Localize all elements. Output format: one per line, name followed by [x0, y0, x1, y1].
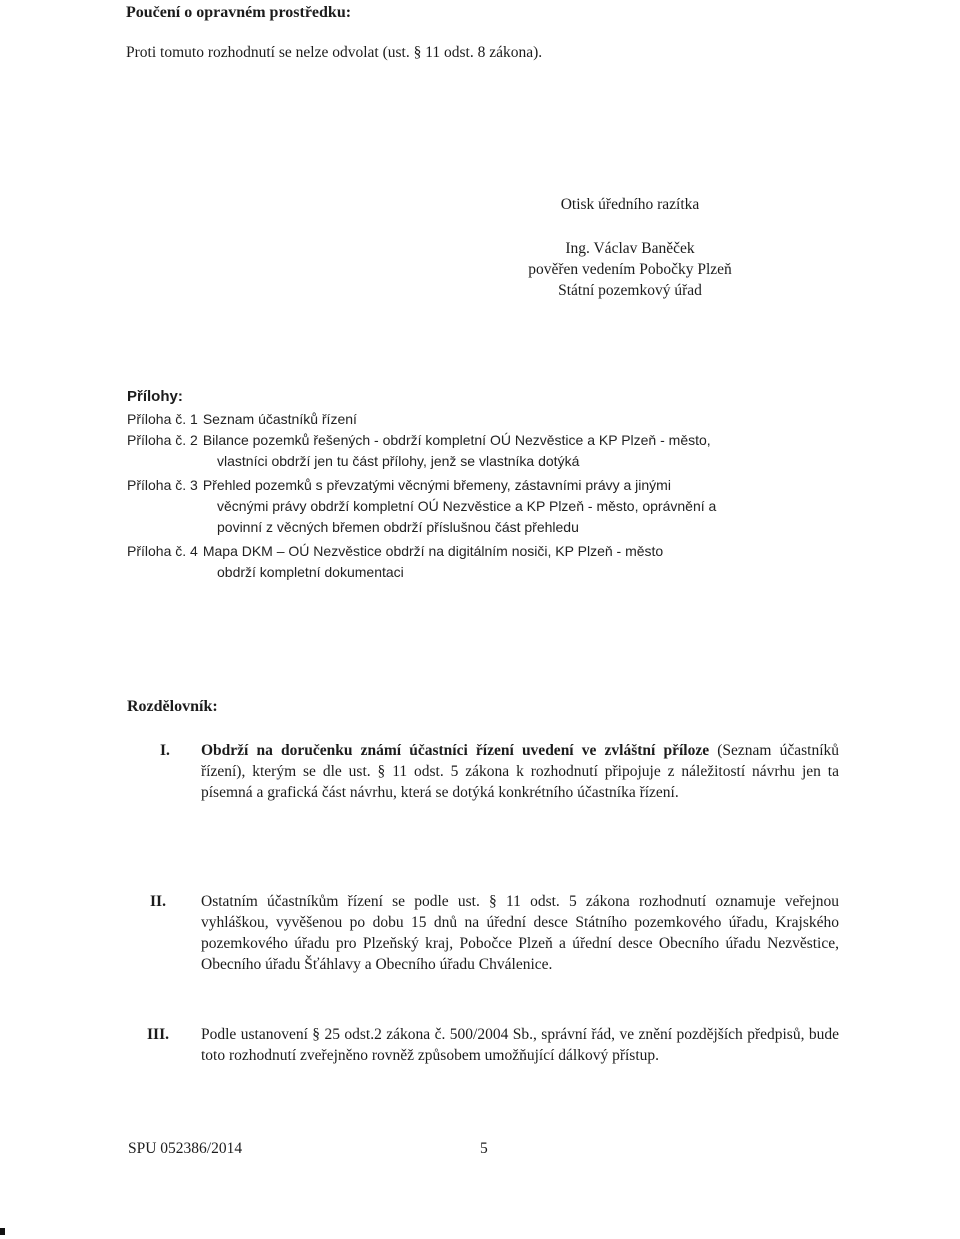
- signatory-role: pověřen vedením Pobočky Plzeň: [528, 261, 732, 278]
- attachment-line: Seznam účastníků řízení: [202, 411, 357, 427]
- attachment-line: Bilance pozemků řešených - obdrží kompletní OÚ Nezvěstice a KP Plzeň - město,: [202, 432, 711, 448]
- item-number: II.: [150, 893, 166, 910]
- appeal-text: Proti tomuto rozhodnutí se nelze odvolat (ust. § 11 odst. 8 zákona).: [126, 44, 543, 61]
- attachment-label: Příloha č. 3: [127, 477, 198, 493]
- item-number: III.: [147, 1026, 169, 1043]
- signatory-office: Státní pozemkový úřad: [558, 282, 702, 299]
- item-text: (Seznam účastníků řízení), kterým se dle ust. § 11 odst. 5 zákona k rozhodnutí připojuje z náležitostí návrhu jen ta písemná a grafická část návrhu, která se dotýká konkrétního účastníka řízení.: [201, 742, 840, 801]
- attachment-line: Mapa DKM – OÚ Nezvěstice obdrží na digitálním nosiči, KP Plzeň - město: [202, 543, 664, 559]
- item-text: Podle ustanovení § 25 odst.2 zákona č. 500/2004 Sb., správní řád, ve znění pozdějších předpisů, bude toto rozhodnutí zveřejněno rovněž způsobem umožňující dálkový přístup.: [201, 1026, 839, 1064]
- attachment-label: Příloha č. 4: [127, 543, 198, 559]
- distribution-item: [201, 1024, 839, 1066]
- attachment-label: Příloha č. 2: [127, 432, 198, 448]
- distribution-item: [201, 891, 839, 975]
- attachment-item: [127, 430, 847, 451]
- attachment-item: [127, 409, 847, 430]
- distribution-item: [201, 740, 839, 803]
- page-number: 5: [480, 1140, 488, 1157]
- attachments-list: [127, 409, 847, 583]
- attachment-item: [127, 475, 847, 496]
- attachments-heading: Přílohy:: [127, 388, 183, 405]
- item-number: I.: [160, 742, 170, 759]
- appeal-heading: Poučení o opravném prostředku:: [126, 4, 352, 21]
- attachment-line: věcnými právy obdrží kompletní OÚ Nezvěstice a KP Plzeň - město, oprávnění a: [217, 498, 717, 514]
- scan-mark: [0, 1228, 5, 1235]
- attachment-line: obdrží kompletní dokumentaci: [217, 564, 404, 580]
- attachment-line: povinní z věcných břemen obdrží příslušnou část přehledu: [217, 519, 579, 535]
- attachment-line: vlastníci obdrží jen tu část přílohy, jenž se vlastníka dotýká: [217, 453, 580, 469]
- item-bold-text: Obdrží na doručenku známí účastníci řízení uvedení ve zvláštní příloze: [201, 742, 710, 759]
- signatory-name: Ing. Václav Baněček: [565, 240, 695, 257]
- document-reference: SPU 052386/2014: [128, 1140, 243, 1157]
- distribution-heading: Rozdělovník:: [127, 698, 218, 715]
- attachment-label: Příloha č. 1: [127, 411, 198, 427]
- signature-block: [480, 194, 780, 301]
- item-text: Ostatním účastníkům řízení se podle ust. § 11 odst. 5 zákona rozhodnutí oznamuje veřejnou vyhláškou, vyvěšenou po dobu 15 dnů na úřední desce Státního pozemkového úřadu, Krajského pozemkového úřadu pro Plzeňský kraj, Pobočce Plzeň a úřední desce Obecního úřadu Nezvěstice, Obecního úřadu Šťáhlavy a Obecního úřadu Chválenice.: [201, 893, 839, 973]
- attachment-line: Přehled pozemků s převzatými věcnými břemeny, zástavními právy a jinými: [202, 477, 671, 493]
- attachment-item: [127, 541, 847, 562]
- stamp-note: Otisk úředního razítka: [560, 196, 700, 213]
